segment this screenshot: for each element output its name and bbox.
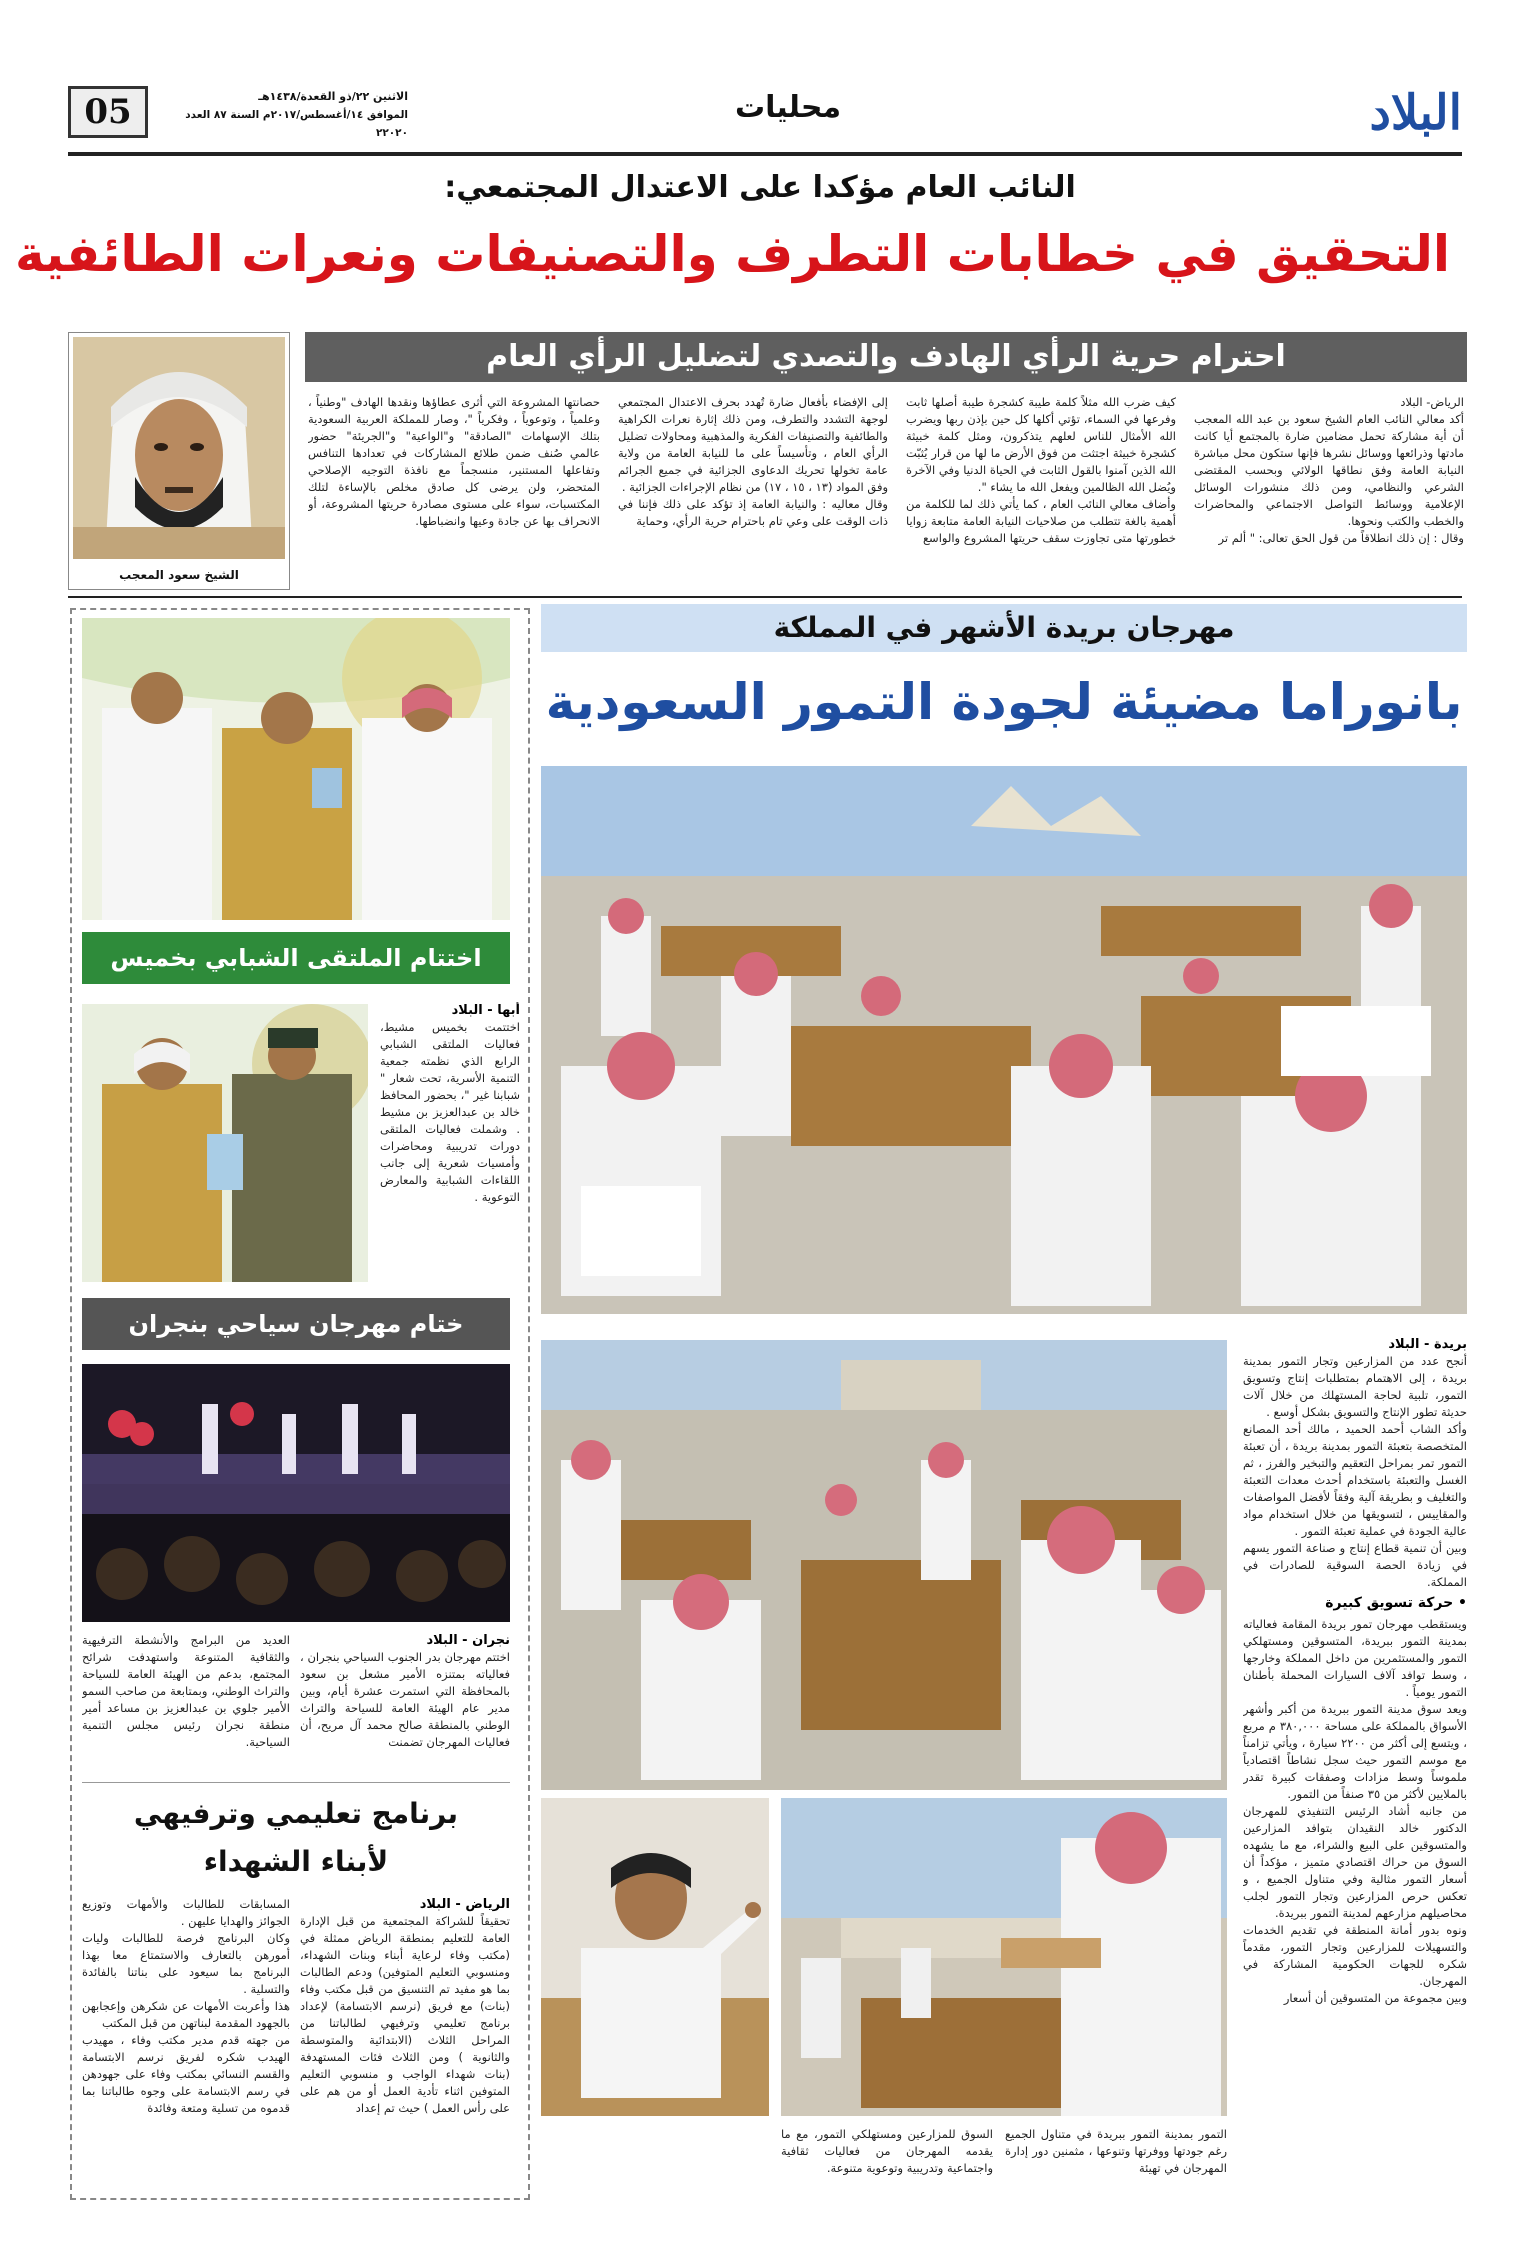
date-line-gregorian: الموافق ١٤/أغسطس/٢٠١٧م السنة ٨٧ العدد ٢٢٠٢٠ [185,109,408,139]
youth-body: اختتمت بخميس مشيط، فعاليات الملتقى الشبابي الرابع الذي نظمته جمعية التنمية الأسرية، تحت شعار " شبابنا غير "، بحضور المحافظ خالد بن عبدالعزيز بن مشيط . وشملت فعاليات الملتقى دورات تدريبية ومحاضرات وأمسيات شعرية إلى جانب اللقاءات الشبابية والمعارض التوعوية . [380,1020,520,1204]
martyrs-body-left: المسابقات للطالبات والأمهات وتوزيع الجوائز والهدايا عليهن . وكان البرنامج فرصة للطالبات وليات أمورهن بالتعارف والاستمتاع معا بهذا البرنامج بما سيعود على بناتنا بالفائدة والتسلية . هذا وأعربت الأمهات عن شكرهن وإعجابهن بالجهود المقدمة لبناتهن من قبل المكتب من جهته قدم مدير مكتب وفاء ، مهيدب الهيدب شكره لفريق نرسم الابتسامة والقسم النسائي بمكتب وفاء على جهودهن في رسم الابتسامة على وجوه طالباتنا بما قدموه من تسلية ومتعة وفائدة [82,1897,290,2115]
najran-festival-photo [82,1364,510,1622]
logo-text: البلاد [1369,85,1462,141]
dates-subhead: • حركة تسويق كبيرة [1325,1595,1467,1611]
dates-bottom-text-left-body: السوق للمزارعين ومستهلكي التمور، مع ما يقدمه المهرجان من فعاليات ثقافية واجتماعية وتدريبية وتوعوية متنوعة. [781,2127,993,2175]
najran-body-right: اختتم مهرجان بدر الجنوب السياحي بنجران ، فعالياته بمتنزه الأمير مشعل بن سعود بالمحافظة التي استمرت عشرة أيام، وبين مدير عام الهيئة العامة للسياحة والتراث الوطني بالمنطقة صالح محمد آل مريح، أن فعاليات المهرجان تضمنت [300,1650,510,1749]
dates-body-2: ويستقطب مهرجان تمور بريدة المقامة فعالياته بمدينة التمور ببريدة، المتسوقين ومستهلكي التمور والمستثمرين من داخل المملكة وخارجها ، وسط توافد آلاف السيارات المحملة بأطنان التمور يومياً . ويعد سوق مدينة التمور ببريدة من أكبر وأشهر الأسواق بالمملكة على مساحة ٣٨٠,٠٠٠ م مربع ، ويتسع إلى أكثر من ٢٢٠٠ سيارة ، ويأتي تزامناً مع موسم التمور حيث سجل نشاطاً اقتصادياً ملموساً وسط مزادات وصفقات كبيرة تقدر بالملايين لأكثر من ٣٥ صنفاً من التمور. من جانبه أشاد الرئيس التنفيذي للمهرجان الدكتور خالد النقيدان بتوافد المزارعين والمتسوقين على البيع والشراء، مع ما يشهده السوق من حراك اقتصادي متميز ، مؤكداً أن أسعار التمور مثالية وفي متناول الجميع ، و تعكس حرص المزارعين وتجار التمور لجلب محاصيلهم مزارعهم لمدينة التمور ببريدة. ونوه بدور أمانة المنطقة في تقديم الخدمات والتسهيلات للمزارعين وتجار التمور، مقدماً شكره للجهات الحكومية المشاركة في المهرجان. وبين مجموعة من المتسوقين أن أسعار [1243,1617,1467,2005]
lead-column-4 [308,394,600,579]
date-line-hijri: الاثنين ٢٢/ذو القعدة/١٤٣٨هـ [258,90,408,103]
portrait-frame [68,332,290,590]
najran-headline-band [82,1298,510,1350]
page-number: 05 [84,92,132,132]
lead-subheadline: احترام حرية الرأي الهادف والتصدي لتضليل الرأي العام [486,339,1286,374]
masthead [68,82,1462,148]
portrait-photo [73,337,285,559]
section-title: محليات [734,90,842,125]
najran-byline: نجران - البلاد [426,1633,510,1648]
portrait-caption: الشيخ سعود المعجب [119,568,239,582]
lead-bottom-rule [68,596,1462,598]
dates-body: أنجح عدد من المزارعين وتجار التمور بمدينة بريدة ، إلى الاهتمام بمتطلبات إنتاج وتسويق التمور، تلبية لحاجة المستهلك من خلال آلات حديثة تطور الإنتاج والتسويق بشكل أوسع . وأكد الشاب أحمد الحميد ، مالك أحد المصانع المتخصصة بتعبئة التمور بمدينة بريدة ، أن تعبئة التمور تمر بمراحل التعقيم والتبخير والفرز ، ثم الغسل والتعبئة باستخدام أحدث معدات التعبئة والتغليف و بطريقة آلية وفقاً لأفضل المواصفات والمقاييس ، لتسويقها من خلال استخدام مواد عالية الجودة في عملية تعبئة التمور . وبين أن تنمية قطاع إنتاج و صناعة التمور يسهم في زيادة الحصة السوقية للصادرات في المملكة. [1243,1354,1467,1589]
lead-column-3-text: إلى الإفضاء بأفعال ضارة تُهدد بحرف الاعتدال المجتمعي لوجهة التشدد والتطرف، ومن ذلك إثارة نعرات الكراهية والطائفية والتصنيفات الفكرية والمذهبية ومحاولات تضليل الرأي العام ، وتأسيساً على ما للنيابة العامة من ولاية عامة تخولها تحريك الدعاوى الجزائية في جميع الجرائم وفق المواد (١٣ ، ١٥ ، ١٧) من نظام الإجراءات الجزائية . وقال معاليه : والنيابة العامة إذ تؤكد على ذلك فإننا في ذات الوقت على وعي تام باحترام حرية الرأي، وحماية [618,395,888,528]
dates-byline: بريدة - البلاد [1388,1337,1467,1352]
youth-award-photo-bottom [82,1004,368,1282]
youth-award-photo-top [82,618,510,920]
youth-byline: أبها - البلاد [451,1003,520,1018]
martyrs-body-right: تحقيقاً للشراكة المجتمعية من قبل الإدارة العامة للتعليم بمنطقة الرياض ممثلة في (مكتب وفاء لرعاية أبناء وبنات الشهداء، ومنسوبي التعليم المتوفين) ودعم الطالبات بما هو مفيد تم التنسيق من قبل مكتب وفاء (بنات) مع فريق (نرسم الابتسامة) لإعداد برنامج تعليمي وترفيهي لطالباتنا من المراحل الثلاث (الابتدائية والمتوسطة والثانوية ) ومن الثلاث فئات المستهدفة (بنات شهداء الواجب و منسوبي التعليم المتوفين اثناء تأدية العمل أو من هم على على رأس العمل ) حيث تم إعداد [300,1914,510,2115]
martyrs-headline-line2: لأبناء الشهداء [203,1845,389,1878]
dates-bottom-text-left [781,2126,993,2196]
youth-headline: اختتام الملتقى الشبابي بخميس [110,944,482,972]
martyrs-byline: الرياض - البلاد [419,1897,510,1912]
lead-column-1-text: الرياض- البلاد أكد معالي النائب العام الشيخ سعود بن عبد الله المعجب أن أية مشاركة تحمل مضامين ضارة بالمجتمع أيا كانت مادتها وذرائعها ووسائل نشرها فإنها ستكون محل مباشرة النيابة العامة وفق نطاقها الولائي وبحسب المقتضى الشرعي والنظامي، ومن ذلك منشورات الوسائل الإعلامية ووسائط التواصل الاجتماعي والمحاضرات والخطب والكتب ونحوها. وقال : إن ذلك انطلاقاً من قول الحق تعالى: " ألم تر [1194,395,1464,545]
martyrs-text-right [300,1896,510,2194]
date-block [158,88,408,142]
dates-market-photo-top [541,766,1467,1314]
masthead-rule [68,152,1462,156]
lead-column-2-text: كيف ضرب الله مثلاً كلمة طيبة كشجرة طيبة أصلها ثابت وفرعها في السماء، تؤتي أكلها كل حين بإذن ربها ويضرب الله الأمثال للناس لعلهم يتذكرون، ومثل كلمة خبيثة كشجرة خبيثة اجتثت من فوق الأرض ما لها من قرار يُثبّت الله الذين آمنوا بالقول الثابت في الحياة الدنيا وفي الآخرة ويُضل الله الظالمين ويفعل الله ما يشاء ". وأضاف معالي النائب العام ، كما يأتي ذلك لما للكلمة من أهمية بالغة تتطلب من صلاحيات النيابة العامة متابعة زوايا خطورتها متى تجاوزت سقف حريتها المشروع والواسع [906,395,1176,545]
dates-headline: بانوراما مضيئة لجودة التمور السعودية [545,673,1463,731]
festival-performer-photo [541,1798,769,2116]
youth-text [380,1002,520,1282]
left-column-divider [82,1782,510,1783]
najran-body-left: العديد من البرامج والأنشطة الترفيهية والثقافية المتنوعة واستهدفت شرائح المجتمع، بدعم من الهيئة العامة للسياحة والتراث الوطني، وبمتابعة من صاحب السمو الأمير جلوي بن عبدالعزيز بن مساعد أمير منطقة نجران رئيس مجلس التنمية السياحية. [82,1633,290,1749]
martyrs-headline-line1: برنامج تعليمي وترفيهي [133,1797,459,1830]
dates-bottom-text-right [1005,2126,1227,2196]
newspaper-logo [1312,82,1462,144]
lead-column-2 [906,394,1176,579]
dates-kicker-band [541,604,1467,652]
dates-bottom-text-right-body: التمور بمدينة التمور ببريدة في متناول الجميع رغم جودتها ووفرتها وتنوعها ، مثمنين دور إدارة المهرجان في تهيئة [1005,2127,1227,2175]
dates-market-photo-middle [541,1340,1227,1790]
najran-text-left [82,1632,290,1772]
lead-kicker: النائب العام مؤكدا على الاعتدال المجتمعي: [444,170,1076,205]
najran-text-right [300,1632,510,1772]
dates-kicker: مهرجان بريدة الأشهر في المملكة [773,611,1235,644]
dates-text-column [1243,1336,1467,2192]
lead-column-3 [618,394,888,579]
lead-column-4-text: حصانتها المشروعة التي أثرى عطاؤها ونقدها الهادف "وطنياً ، وعلمياً ، وتوعوياً ، وفكرياً "، وصار للمملكة العربية السعودية بتلك الإسهامات "الصادقة" و"الواعية" و"الجريئة" حضور عالمي صُنف ضمن طلائع المشاركات في تعدادها التنافس وتفاعلها المستنير، منسجماً مع نافذة التوجيه الإصلاحي المتحضر، ولن يرضى كل صادق مخلص بالإساءة لتلك المكتسبات، سواء على مستوى مصادرة حريتها المشروعة، أو الانحراف بها عن جادة وعيها وانضباطها. [308,395,600,528]
page-number-box [68,86,148,138]
youth-headline-band [82,932,510,984]
martyrs-text-left [82,1896,290,2194]
lead-headline: التحقيق في خطابات التطرف والتصنيفات ونعرات الطائفية [14,225,1450,283]
lead-column-1 [1194,394,1464,579]
najran-headline: ختام مهرجان سياحي بنجران [128,1310,464,1338]
lead-subheadline-band [305,332,1467,382]
dates-vendor-photo [781,1798,1227,2116]
